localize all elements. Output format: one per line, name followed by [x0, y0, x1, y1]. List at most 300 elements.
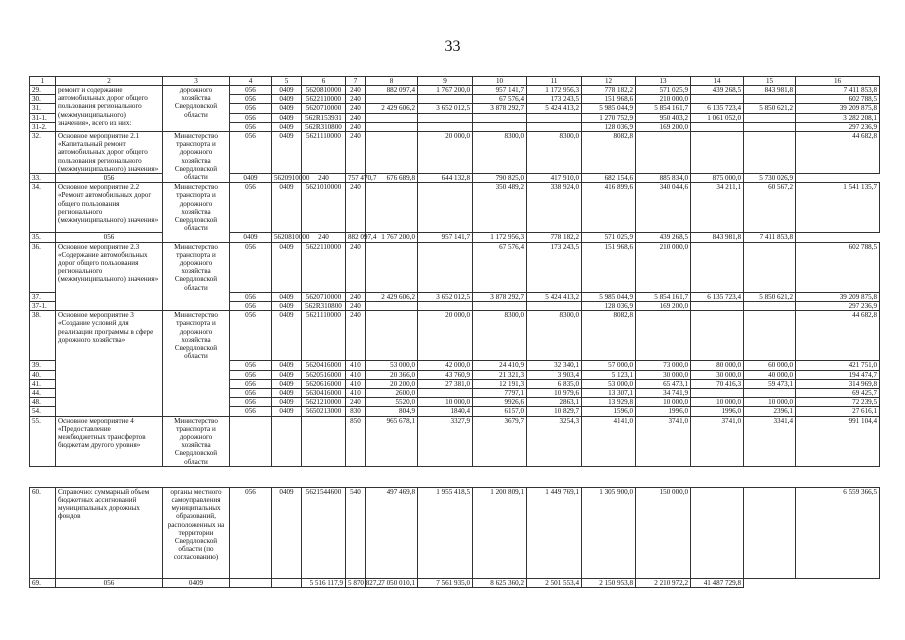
cell-c9 — [418, 389, 473, 398]
cell-c10: 3 878 292,7 — [473, 292, 527, 301]
cell-c10: 6157,0 — [473, 407, 527, 416]
row-number: 30. — [30, 95, 56, 104]
cell-c9: 1 955 418,5 — [418, 487, 473, 578]
table-row — [30, 311, 880, 361]
cell-c4: 056 — [230, 302, 272, 311]
cell-c9: 43 760,9 — [418, 370, 473, 379]
cell-c16: 3 282 208,1 — [796, 113, 880, 122]
cell-c11: 8300,0 — [527, 311, 582, 361]
cell-c4: 056 — [56, 233, 163, 242]
cell-c11: 338 924,0 — [527, 183, 582, 233]
cell-c9 — [418, 302, 473, 311]
cell-c11: 1 172 956,3 — [527, 86, 582, 95]
cell-c5: 0409 — [272, 379, 302, 388]
cell-c5: 0409 — [272, 113, 302, 122]
cell-c13: 10 000,0 — [636, 398, 691, 407]
cell-c15: 40 000,0 — [744, 370, 796, 379]
cell-c16: 69 425,7 — [796, 389, 880, 398]
cell-c5: 0409 — [272, 86, 302, 95]
cell-c9: 20 000,0 — [418, 132, 473, 174]
cell-c5: 0409 — [272, 242, 302, 292]
cell-c10: 7797,1 — [473, 389, 527, 398]
cell-c9: 42 000,0 — [418, 361, 473, 370]
row-number: 41. — [30, 379, 56, 388]
cell-c12: 151 968,6 — [582, 95, 636, 104]
cell-c8 — [366, 95, 418, 104]
cell-c14: 34 211,1 — [691, 183, 744, 233]
cell-c14 — [691, 242, 744, 292]
row-number: 69. — [30, 579, 56, 588]
cell-c15 — [744, 242, 796, 292]
cell-c12: 151 968,6 — [582, 242, 636, 292]
row-responsible: Министерство транспорта и дорожного хозяйства Свердловской области — [163, 183, 230, 242]
cell-c14: 80 000,0 — [691, 361, 744, 370]
cell-c5: 0409 — [272, 292, 302, 301]
cell-c10: 67 576,4 — [473, 95, 527, 104]
cell-c6 — [230, 579, 272, 588]
cell-c8: 965 678,1 — [366, 416, 418, 466]
cell-c15 — [744, 132, 796, 174]
cell-c8: 882 097,4 — [366, 86, 418, 95]
table-row — [30, 132, 880, 174]
cell-c15: 5 850 621,2 — [744, 104, 796, 113]
row-description: Справочно: суммарный объем бюджетных ассигнований муниципальных дорожных фондов — [56, 487, 163, 578]
cell-c14: 30 000,0 — [691, 370, 744, 379]
gap-cell — [30, 466, 880, 487]
cell-c5: 0409 — [272, 302, 302, 311]
cell-c7: 240 — [346, 242, 366, 292]
cell-c12: 5 985 044,9 — [582, 292, 636, 301]
cell-c9: 3 652 012,5 — [418, 292, 473, 301]
cell-c7: 540 — [346, 487, 366, 578]
cell-c7: 240 — [346, 183, 366, 233]
cell-c16: 39 209 875,8 — [796, 292, 880, 301]
cell-c4: 056 — [230, 379, 272, 388]
cell-c12: 128 036,9 — [582, 122, 636, 131]
cell-c9: 20 000,0 — [418, 311, 473, 361]
cell-c14: 70 416,3 — [691, 379, 744, 388]
cell-c14: 439 268,5 — [636, 233, 691, 242]
cell-c10: 3 878 292,7 — [473, 104, 527, 113]
cell-c4: 056 — [56, 174, 163, 183]
cell-c10 — [473, 122, 527, 131]
cell-c13: 1996,0 — [636, 407, 691, 416]
table-row — [30, 233, 880, 242]
cell-c10: 24 410,9 — [473, 361, 527, 370]
cell-c11: 1 172 956,3 — [473, 233, 527, 242]
row-number: 32. — [30, 132, 56, 174]
header-cell-13: 13 — [636, 77, 691, 86]
cell-c10: 3679,7 — [473, 416, 527, 466]
cell-c16: 194 474,7 — [796, 370, 880, 379]
cell-c8: 53 000,0 — [366, 361, 418, 370]
cell-c10: 957 141,7 — [418, 233, 473, 242]
cell-c5: 0409 — [272, 122, 302, 131]
cell-c9 — [418, 122, 473, 131]
cell-c8 — [366, 113, 418, 122]
cell-c12: 13 307,1 — [582, 389, 636, 398]
row-description: Основное мероприятие 2.3 «Содержание автомобильных дорог общего пользования регионального (межмуниципального) значения» — [56, 242, 163, 311]
cell-c16: 72 239,5 — [796, 398, 880, 407]
cell-c6: 5621210000 — [302, 398, 346, 407]
cell-c13: 5 854 161,7 — [636, 292, 691, 301]
cell-c16: 1 541 135,7 — [796, 183, 880, 233]
cell-c12: 57 000,0 — [582, 361, 636, 370]
cell-c9: 3327,9 — [418, 416, 473, 466]
cell-c12: 1596,0 — [582, 407, 636, 416]
row-number: 29. — [30, 86, 56, 95]
header-cell-5: 5 — [272, 77, 302, 86]
cell-c15: 59 473,1 — [744, 379, 796, 388]
cell-c15: 10 000,0 — [744, 398, 796, 407]
cell-c8 — [366, 311, 418, 361]
cell-c16: 314 969,8 — [796, 379, 880, 388]
cell-c10: 8300,0 — [473, 311, 527, 361]
cell-c15: 3341,4 — [744, 416, 796, 466]
cell-c16: 44 682,8 — [796, 311, 880, 361]
cell-c10: 21 321,3 — [473, 370, 527, 379]
header-cell-7: 7 — [346, 77, 366, 86]
cell-c4: 056 — [230, 398, 272, 407]
cell-c6: 5650213000 — [302, 407, 346, 416]
cell-c14 — [691, 122, 744, 131]
cell-c15: 60 000,0 — [744, 361, 796, 370]
cell-c16: 602 788,5 — [796, 242, 880, 292]
cell-c4: 056 — [230, 242, 272, 292]
cell-c4: 056 — [230, 132, 272, 174]
cell-c15 — [744, 95, 796, 104]
row-number: 37. — [30, 292, 56, 301]
row-description: Основное мероприятие 2.2 «Ремонт автомобильных дорог общего пользования регионального (межмуниципального) значения» — [56, 183, 163, 233]
row-description: Основное мероприятие 4 «Предоставление межбюджетных трансфертов бюджетам другого уровня» — [56, 416, 163, 466]
cell-c14 — [691, 311, 744, 361]
cell-c12: 5 985 044,9 — [582, 104, 636, 113]
cell-c15: 2 210 972,2 — [636, 579, 691, 588]
cell-c13: 3741,0 — [636, 416, 691, 466]
cell-c4 — [230, 416, 272, 466]
cell-c15: 875 000,0 — [691, 174, 744, 183]
cell-c16: 6 559 366,5 — [796, 487, 880, 578]
cell-c6: 5620910000 — [272, 174, 302, 183]
cell-c15 — [744, 122, 796, 131]
cell-c9: 5 870 827,2 — [346, 579, 366, 588]
header-cell-11: 11 — [527, 77, 582, 86]
row-number: 54. — [30, 407, 56, 416]
cell-c4: 056 — [230, 122, 272, 131]
cell-c5: 0409 — [163, 579, 230, 588]
cell-c13 — [636, 132, 691, 174]
cell-c7: 410 — [346, 370, 366, 379]
cell-c12: 128 036,9 — [582, 302, 636, 311]
cell-c9 — [418, 113, 473, 122]
cell-c6: 5620710000 — [302, 292, 346, 301]
header-cell-6: 6 — [302, 77, 346, 86]
cell-c11 — [527, 122, 582, 131]
cell-c6: 5622110000 — [302, 95, 346, 104]
header-cell-12: 12 — [582, 77, 636, 86]
cell-c15 — [744, 113, 796, 122]
row-number: 44. — [30, 389, 56, 398]
cell-c13: 65 473,1 — [636, 379, 691, 388]
cell-c11: 2863,1 — [527, 398, 582, 407]
cell-c7: 410 — [346, 361, 366, 370]
cell-c16: 39 209 875,8 — [796, 104, 880, 113]
cell-c6: 562R310800 — [302, 302, 346, 311]
cell-c15 — [744, 487, 796, 578]
row-number: 55. — [30, 416, 56, 466]
cell-c9 — [418, 242, 473, 292]
cell-c5: 0409 — [272, 361, 302, 370]
cell-c6: 5620516000 — [302, 370, 346, 379]
cell-c16: 27 616,1 — [796, 407, 880, 416]
cell-c7: 240 — [346, 113, 366, 122]
cell-c14: 885 834,0 — [636, 174, 691, 183]
header-cell-14: 14 — [691, 77, 744, 86]
cell-c10: 7 050 010,1 — [366, 579, 418, 588]
cell-c8 — [366, 302, 418, 311]
cell-c4: 056 — [230, 104, 272, 113]
cell-c7 — [272, 579, 302, 588]
cell-c12: 416 899,6 — [582, 183, 636, 233]
page-number: 33 — [444, 38, 461, 55]
cell-c9: 1 767 200,0 — [418, 86, 473, 95]
cell-c11: 790 825,0 — [473, 174, 527, 183]
cell-c9: 1 767 200,0 — [366, 233, 418, 242]
cell-c13: 682 154,6 — [582, 174, 636, 183]
cell-c15: 2396,1 — [744, 407, 796, 416]
cell-c10: 67 576,4 — [473, 242, 527, 292]
cell-c8: 2 429 606,2 — [366, 104, 418, 113]
table-row — [30, 487, 880, 578]
table-row — [30, 416, 880, 466]
cell-c11: 32 340,1 — [527, 361, 582, 370]
row-responsible: Министерство транспорта и дорожного хозяйства Свердловской области — [163, 311, 230, 416]
cell-c14: 1 061 052,0 — [691, 113, 744, 122]
cell-c12: 1 305 900,0 — [582, 487, 636, 578]
cell-c6: 5620810000 — [302, 86, 346, 95]
cell-c11: 5 424 413,2 — [527, 104, 582, 113]
cell-c4: 056 — [230, 370, 272, 379]
cell-c7: 240 — [346, 122, 366, 131]
cell-c6: 5620416000 — [302, 361, 346, 370]
cell-c7: 240 — [302, 233, 346, 242]
cell-c15: 843 981,8 — [744, 86, 796, 95]
cell-c16: 44 682,8 — [796, 132, 880, 174]
cell-c7: 240 — [346, 104, 366, 113]
cell-c8: 757 470,7 — [346, 174, 366, 183]
cell-c10: 12 191,3 — [473, 379, 527, 388]
cell-c12: 1 270 752,9 — [582, 113, 636, 122]
table-row — [30, 579, 880, 588]
cell-c10: 1 200 809,1 — [473, 487, 527, 578]
cell-c12: 778 182,2 — [582, 86, 636, 95]
cell-c8 — [366, 122, 418, 131]
cell-c6: 5621110000 — [302, 132, 346, 174]
cell-c9: 676 689,8 — [366, 174, 418, 183]
cell-c13: 169 200,0 — [636, 122, 691, 131]
row-number: 34. — [30, 183, 56, 233]
header-cell-16: 16 — [796, 77, 880, 86]
cell-c14 — [691, 95, 744, 104]
cell-c7: 410 — [346, 379, 366, 388]
cell-c8: 2 429 606,2 — [366, 292, 418, 301]
cell-c13: 73 000,0 — [636, 361, 691, 370]
cell-c5: 0409 — [272, 487, 302, 578]
cell-c8 — [366, 132, 418, 174]
cell-c13: 2 501 553,4 — [527, 579, 582, 588]
cell-c16: 7 411 853,8 — [796, 86, 880, 95]
cell-c7: 830 — [346, 407, 366, 416]
cell-c13: 950 403,2 — [636, 113, 691, 122]
cell-c8: 497 469,8 — [366, 487, 418, 578]
header-cell-4: 4 — [230, 77, 272, 86]
row-responsible: дорожного хозяйства Свердловской области — [163, 86, 230, 132]
cell-c12: 4141,0 — [582, 416, 636, 466]
cell-c12: 8082,8 — [582, 132, 636, 174]
cell-c10: 8300,0 — [473, 132, 527, 174]
cell-c4: 056 — [230, 389, 272, 398]
cell-c12: 5 123,1 — [582, 370, 636, 379]
cell-c12: 53 000,0 — [582, 379, 636, 388]
cell-c6: 5622110000 — [302, 242, 346, 292]
cell-c5: 0409 — [272, 398, 302, 407]
cell-c11: 5 424 413,2 — [527, 292, 582, 301]
cell-c6: 5620810000 — [272, 233, 302, 242]
cell-c14 — [691, 302, 744, 311]
cell-c7: 240 — [346, 311, 366, 361]
cell-c11: 1 449 769,1 — [527, 487, 582, 578]
cell-c10: 644 132,8 — [418, 174, 473, 183]
row-number: 31. — [30, 104, 56, 113]
cell-c14 — [691, 132, 744, 174]
row-responsible: органы местного самоуправления муниципальных образований, расположенных на территории Свердловской области (по согласованию) — [163, 487, 230, 578]
cell-c14 — [691, 487, 744, 578]
cell-c10: 9926,6 — [473, 398, 527, 407]
cell-c5: 0409 — [230, 174, 272, 183]
cell-c10 — [473, 113, 527, 122]
row-description: ремонт и содержание автомобильных дорог общего пользования регионального (межмуниципального) значения», всего из них: — [56, 86, 163, 132]
cell-c11: 8300,0 — [527, 132, 582, 174]
cell-c12: 778 182,2 — [527, 233, 582, 242]
cell-c8: 2600,0 — [366, 389, 418, 398]
header-cell-15: 15 — [744, 77, 796, 86]
cell-c5: 0409 — [272, 407, 302, 416]
cell-c8: 20 366,0 — [366, 370, 418, 379]
row-number: 48. — [30, 398, 56, 407]
cell-c5: 0409 — [272, 311, 302, 361]
cell-c13: 169 200,0 — [636, 302, 691, 311]
cell-c13: 34 741,9 — [636, 389, 691, 398]
cell-c4: 056 — [230, 487, 272, 578]
cell-c4: 056 — [230, 361, 272, 370]
cell-c12: 8082,8 — [582, 311, 636, 361]
cell-c13: 571 025,9 — [582, 233, 636, 242]
cell-c5: 0409 — [272, 370, 302, 379]
cell-c11: 3 903,4 — [527, 370, 582, 379]
cell-c15: 60 567,2 — [744, 183, 796, 233]
cell-c11: 10 979,6 — [527, 389, 582, 398]
cell-c13: 150 000,0 — [636, 487, 691, 578]
header-cell-2: 2 — [56, 77, 163, 86]
cell-c11 — [527, 302, 582, 311]
cell-c8 — [366, 242, 418, 292]
cell-c13: 210 000,0 — [636, 242, 691, 292]
row-number: 33. — [30, 174, 56, 183]
header-cell-8: 8 — [366, 77, 418, 86]
cell-c16: 991 104,4 — [796, 416, 880, 466]
row-responsible: Министерство транспорта и дорожного хозяйства Свердловской области — [163, 132, 230, 183]
cell-c11 — [527, 113, 582, 122]
cell-c9 — [418, 95, 473, 104]
cell-c6: 562R310800 — [302, 122, 346, 131]
cell-c4: 056 — [230, 311, 272, 361]
row-responsible: Министерство транспорта и дорожного хозяйства Свердловской области — [163, 416, 230, 466]
cell-c7: 240 — [346, 398, 366, 407]
cell-c15: 5 850 621,2 — [744, 292, 796, 301]
table-row — [30, 86, 880, 95]
cell-c7: 850 — [346, 416, 366, 466]
cell-c14: 2 150 953,8 — [582, 579, 636, 588]
cell-c16: 7 411 853,8 — [744, 233, 796, 242]
header-cell-10: 10 — [473, 77, 527, 86]
row-responsible: Министерство транспорта и дорожного хозяйства Свердловской области — [163, 242, 230, 311]
table-row — [30, 183, 880, 233]
cell-c14: 3741,0 — [691, 416, 744, 466]
cell-c13: 340 044,6 — [636, 183, 691, 233]
cell-c16: 602 788,5 — [796, 95, 880, 104]
cell-c6: 5621110000 — [302, 311, 346, 361]
cell-c12: 8 625 360,2 — [473, 579, 527, 588]
cell-c13: 571 025,9 — [636, 86, 691, 95]
cell-c11: 10 829,7 — [527, 407, 582, 416]
row-number: 40. — [30, 370, 56, 379]
cell-c11: 173 243,5 — [527, 242, 582, 292]
cell-c14: 6 135 723,4 — [691, 292, 744, 301]
cell-c4: 056 — [230, 407, 272, 416]
cell-c14: 439 268,5 — [691, 86, 744, 95]
header-row — [30, 77, 880, 86]
budget-table — [29, 76, 880, 588]
cell-c10: 350 489,2 — [473, 183, 527, 233]
cell-c13: 5 854 161,7 — [636, 104, 691, 113]
cell-c16: 297 236,9 — [796, 122, 880, 131]
header-cell-9: 9 — [418, 77, 473, 86]
cell-c15: 843 981,8 — [691, 233, 744, 242]
cell-c4: 056 — [230, 113, 272, 122]
cell-c14: 6 135 723,4 — [691, 104, 744, 113]
cell-c6: 5620616000 — [302, 379, 346, 388]
row-number: 60. — [30, 487, 56, 578]
cell-c6: 5630416000 — [302, 389, 346, 398]
cell-c14: 10 000,0 — [691, 398, 744, 407]
row-number: 36. — [30, 242, 56, 292]
cell-c7: 240 — [346, 302, 366, 311]
cell-c5: 0409 — [230, 233, 272, 242]
cell-c11: 6 835,0 — [527, 379, 582, 388]
cell-c12: 417 910,0 — [527, 174, 582, 183]
row-number: 31-1. — [30, 113, 56, 122]
cell-c15 — [744, 302, 796, 311]
cell-c8: 5 516 117,9 — [302, 579, 346, 588]
cell-c5: 0409 — [272, 95, 302, 104]
cell-c9: 3 652 012,5 — [418, 104, 473, 113]
cell-c14: 1996,0 — [691, 407, 744, 416]
cell-c13: 30 000,0 — [636, 370, 691, 379]
cell-c5: 0409 — [272, 389, 302, 398]
cell-c11: 7 561 935,0 — [418, 579, 473, 588]
cell-c8: 804,9 — [366, 407, 418, 416]
cell-c11: 173 243,5 — [527, 95, 582, 104]
